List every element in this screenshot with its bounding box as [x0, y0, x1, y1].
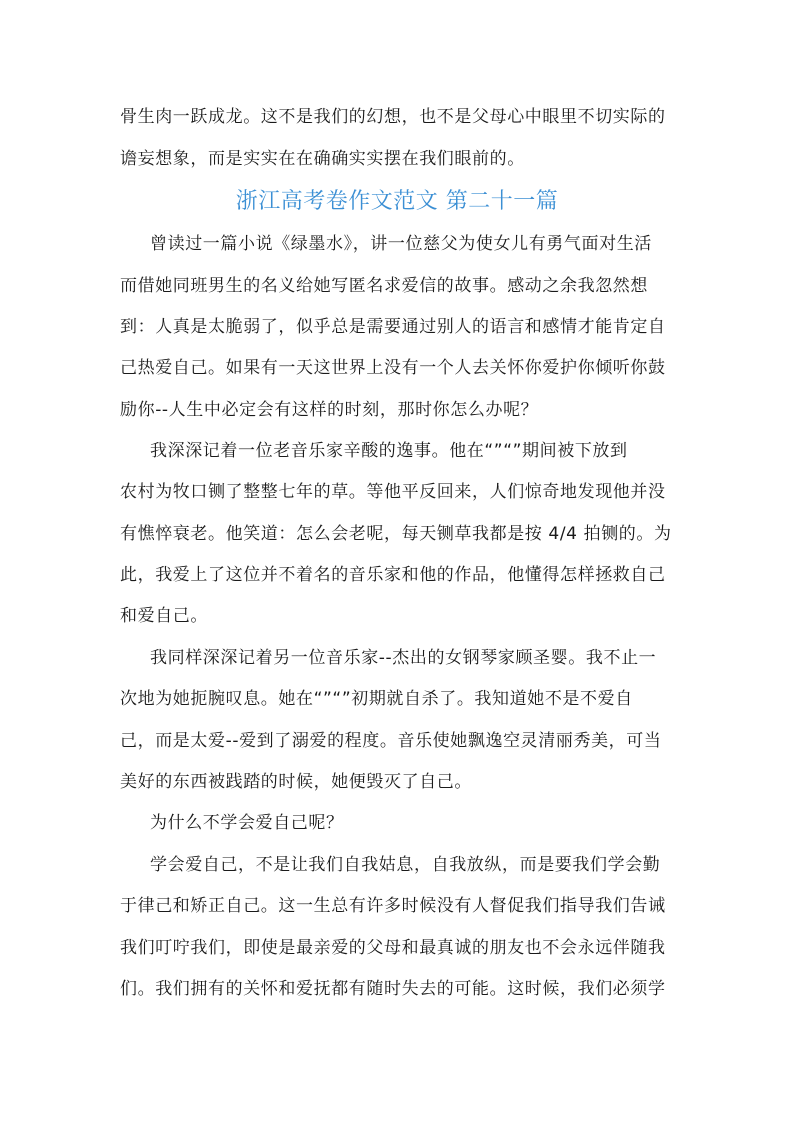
intro-line: 谵妄想象，而是实实在在确确实实摆在我们眼前的。: [120, 149, 525, 169]
paragraph-line: 此，我爱上了这位并不着名的音乐家和他的作品，他懂得怎样拯救自己: [120, 565, 666, 585]
paragraph-line: 为什么不学会爱自己呢？: [150, 813, 344, 833]
paragraph-line: 到：人真是太脆弱了，似乎总是需要通过别人的语言和感情才能肯定自: [120, 317, 666, 337]
paragraph-line: 励你--人生中必定会有这样的时刻，那时你怎么办呢？: [120, 400, 539, 420]
paragraph-line: 我同样深深记着另一位音乐家--杰出的女钢琴家顾圣婴。我不止一: [150, 648, 657, 668]
paragraph-line: 次地为她扼腕叹息。她在“”“”初期就自杀了。我知道她不是不爱自: [120, 689, 633, 709]
paragraph-line: 我们叮咛我们，即使是最亲爱的父母和最真诚的朋友也不会永远伴随我: [120, 938, 666, 958]
paragraph-line: 己热爱自己。如果有一天这世界上没有一个人去关怀你爱护你倾听你鼓: [120, 358, 666, 378]
paragraph-line: 己，而是太爱--爱到了溺爱的程度。音乐使她飘逸空灵清丽秀美，可当: [120, 731, 662, 751]
paragraph-line: 有憔悴衰老。他笑道：怎么会老呢，每天铡草我都是按 4/4 拍铡的。为: [120, 524, 672, 544]
paragraph-line: 美好的东西被践踏的时候，她便毁灭了自己。: [120, 772, 472, 792]
paragraph-line: 们。我们拥有的关怀和爱抚都有随时失去的可能。这时候，我们必须学: [120, 979, 666, 999]
paragraph-line: 农村为牧口铡了整整七年的草。等他平反回来，人们惊奇地发现他并没: [120, 482, 666, 502]
paragraph-line: 学会爱自己，不是让我们自我姑息，自我放纵，而是要我们学会勤: [150, 855, 661, 875]
paragraph-line: 于律己和矫正自己。这一生总有许多时候没有人督促我们指导我们告诫: [120, 896, 666, 916]
intro-line: 骨生肉一跃成龙。这不是我们的幻想，也不是父母心中眼里不切实际的: [120, 107, 666, 127]
section-title: 浙江高考卷作文范文 第二十一篇: [235, 189, 559, 214]
paragraph-line: 而借她同班男生的名义给她写匿名求爱信的故事。感动之余我忽然想: [120, 276, 648, 296]
paragraph-line: 我深深记着一位老音乐家辛酸的逸事。他在“”“”期间被下放到: [150, 441, 628, 461]
paragraph-line: 曾读过一篇小说《绿墨水》，讲一位慈父为使女儿有勇气面对生活: [150, 234, 652, 254]
paragraph-line: 和爱自己。: [120, 606, 208, 626]
